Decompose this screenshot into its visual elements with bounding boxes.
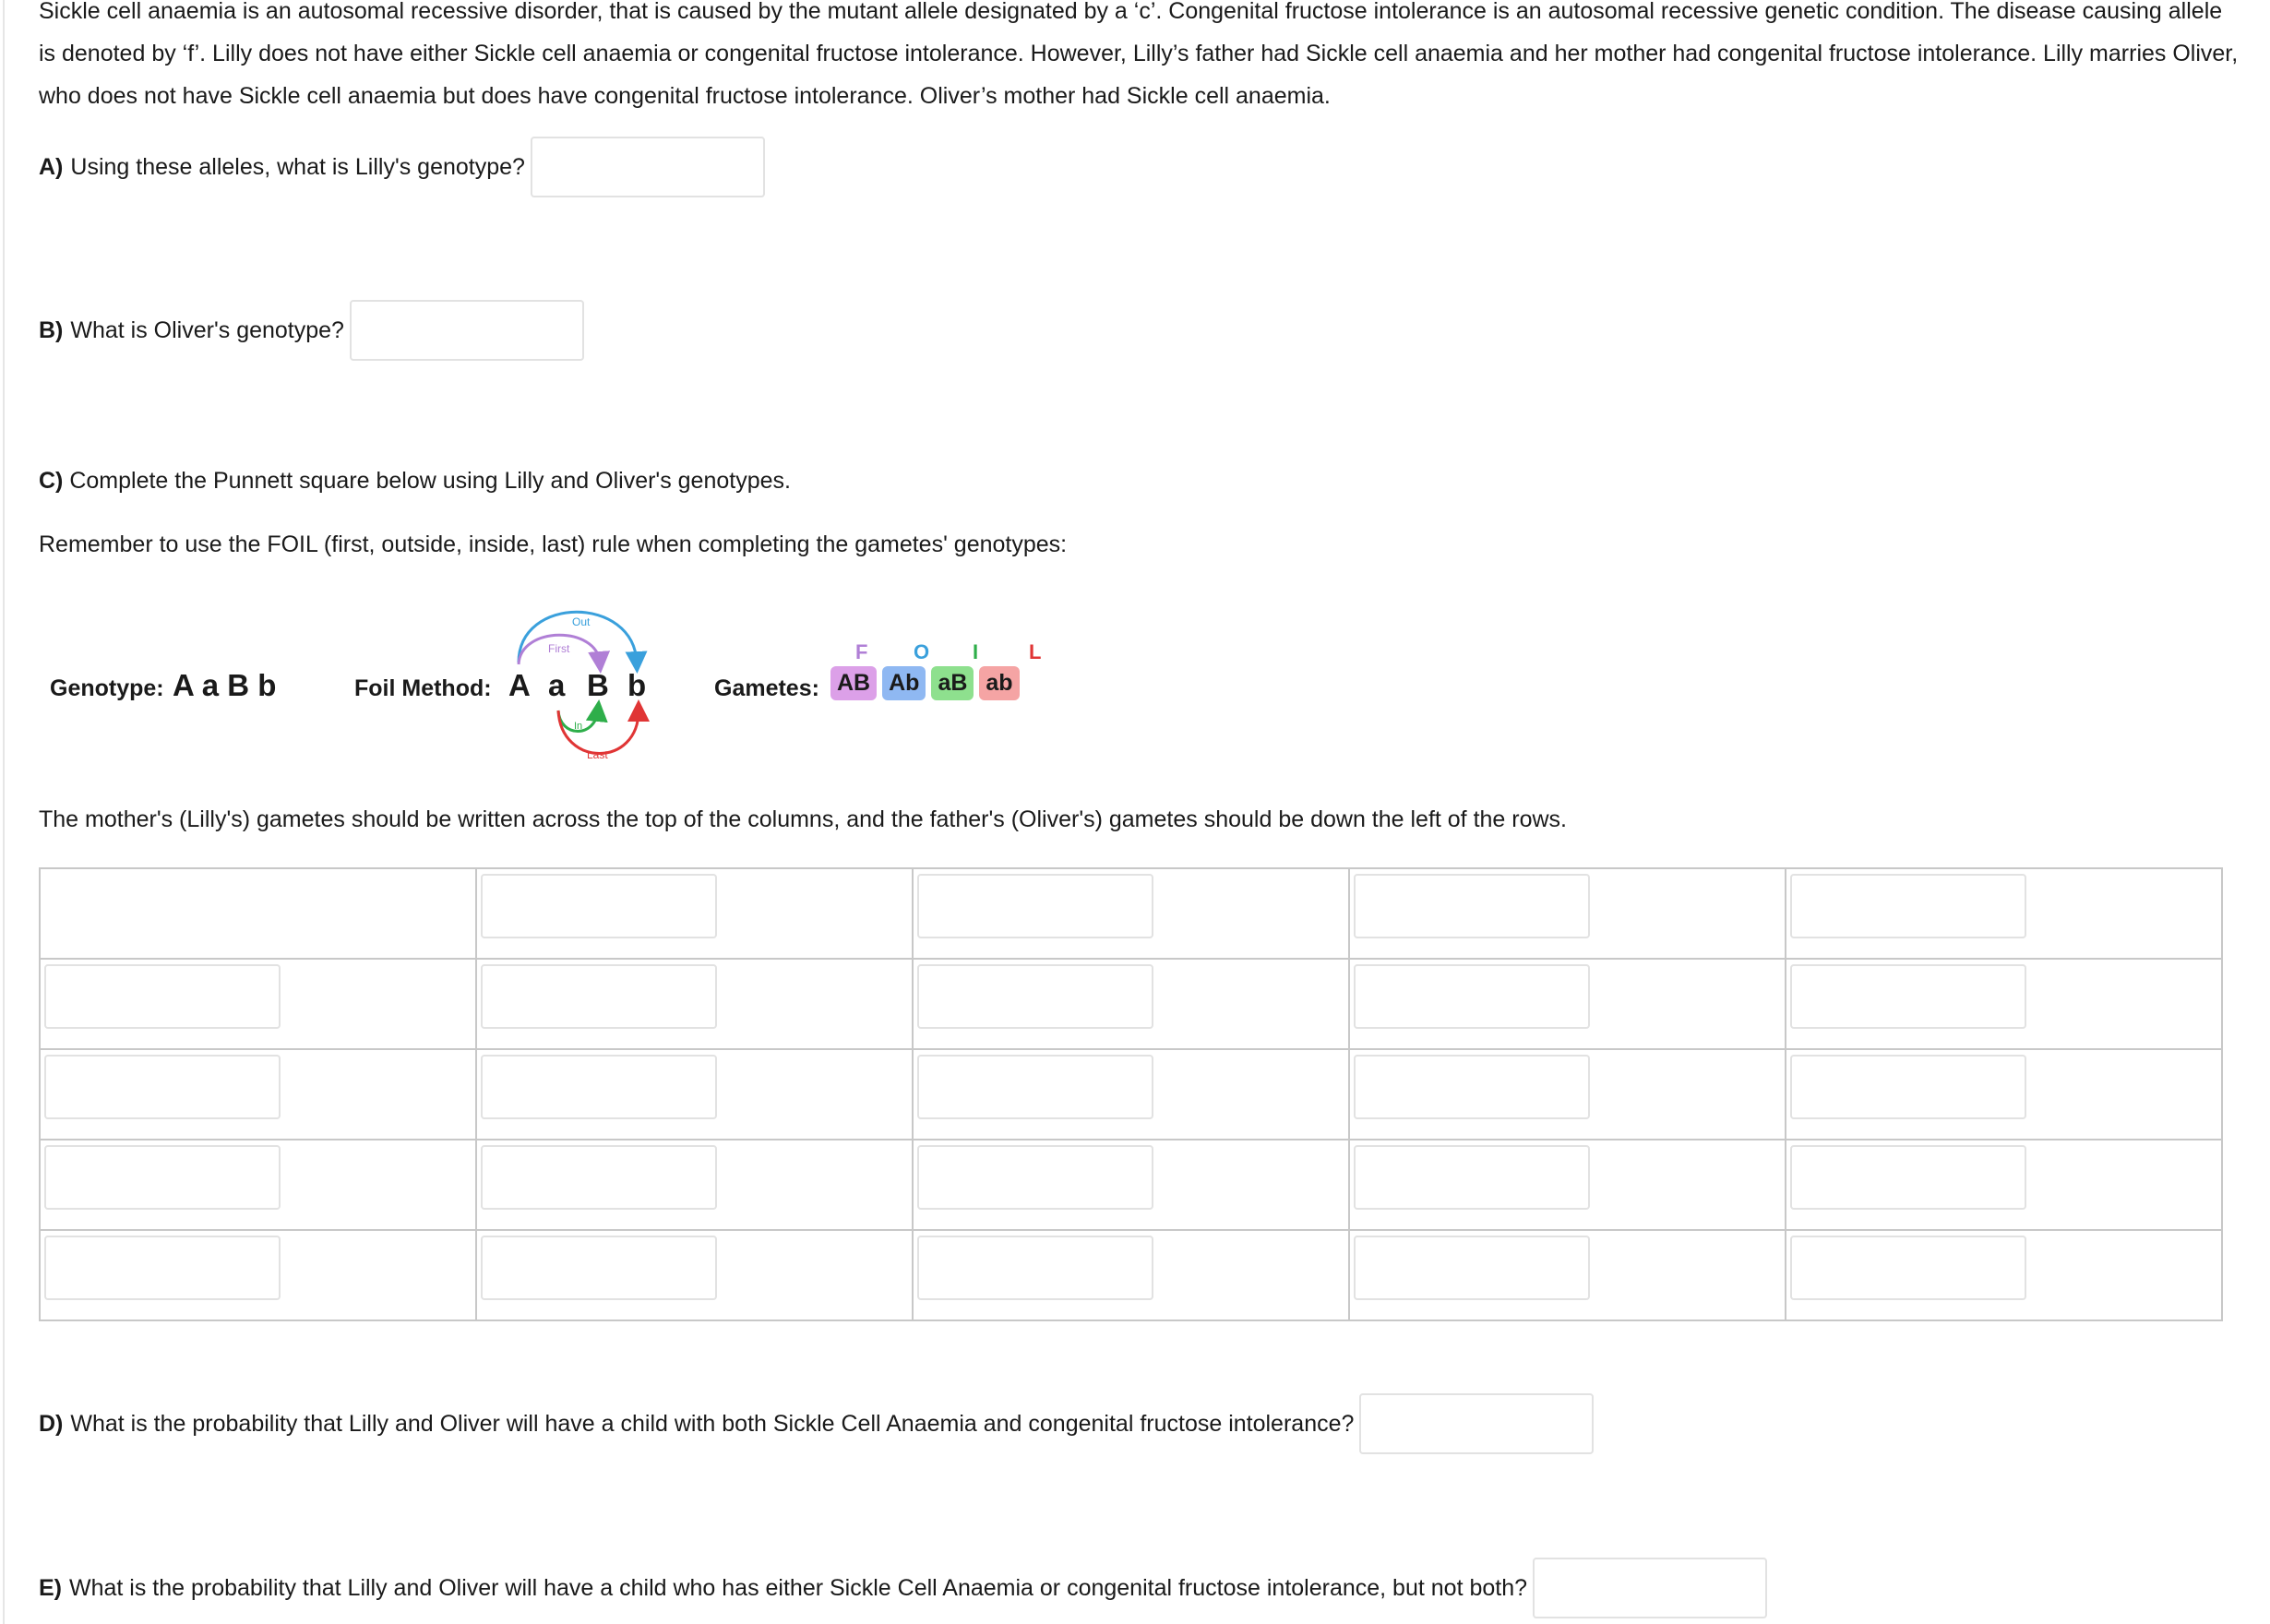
gamete-ab-lower-upper: aB (931, 666, 974, 700)
punnett-instruction: The mother's (Lilly's) gametes should be written across the top of the columns, and the father's (Oliver's) gametes should be down the left of the rows. (39, 806, 1568, 832)
offspring-input-3-3[interactable] (1354, 1145, 1590, 1210)
foil-reminder: Remember to use the FOIL (first, outside, inside, last) rule when completing the gametes' genotypes: (39, 531, 1068, 557)
punnett-row (40, 1230, 2222, 1320)
offspring-input-2-2[interactable] (917, 1055, 1153, 1119)
foil-header-i: I (973, 640, 979, 663)
question-c-letter: C) (39, 468, 64, 494)
offspring-input-4-3[interactable] (1354, 1236, 1590, 1300)
punnett-cell (1786, 1049, 2222, 1140)
question-c-text: Complete the Punnett square below using Lilly and Oliver's genotypes. (69, 468, 791, 494)
arc-last-label: Last (587, 748, 608, 761)
punnett-cell (913, 1230, 1349, 1320)
question-e (39, 1558, 1767, 1618)
offspring-input-3-2[interactable] (917, 1145, 1153, 1210)
punnett-cell (1349, 1049, 1786, 1140)
foil-letter-4: b (627, 668, 647, 702)
question-b-text: What is Oliver's genotype? (70, 316, 344, 343)
both-probability-input[interactable] (1359, 1393, 1594, 1454)
foil-letter-3: B (587, 668, 609, 702)
question-a-letter: A) (39, 153, 64, 180)
foil-diagram (39, 591, 1146, 775)
gamete-ab-lower: ab (979, 666, 1019, 700)
gametes-label: Gametes: (714, 675, 819, 701)
question-b (39, 300, 584, 361)
punnett-row-header (40, 868, 2222, 959)
question-b-letter: B) (39, 316, 64, 343)
offspring-input-4-4[interactable] (1790, 1236, 2026, 1300)
offspring-input-2-1[interactable] (481, 1055, 717, 1119)
offspring-input-3-1[interactable] (481, 1145, 717, 1210)
either-probability-input[interactable] (1533, 1558, 1767, 1618)
punnett-row (40, 959, 2222, 1049)
question-c (39, 468, 791, 495)
punnett-row-header-cell (40, 1230, 476, 1320)
question-d-text: What is the probability that Lilly and Oliver will have a child with both Sickle Cell Anaemia and congenital fructose intolerance? (70, 1410, 1355, 1437)
punnett-col-header (1349, 868, 1786, 959)
genotype-label: Genotype: (50, 675, 164, 701)
punnett-row-header-cell (40, 1140, 476, 1230)
gametes-list (830, 666, 1020, 700)
offspring-input-3-4[interactable] (1790, 1145, 2026, 1210)
punnett-corner-cell (40, 868, 476, 959)
genotype-value: A a B b (173, 668, 277, 702)
gamete-ab-mixed: Ab (882, 666, 926, 700)
offspring-input-4-1[interactable] (481, 1236, 717, 1300)
punnett-cell (913, 1049, 1349, 1140)
mother-gamete-input-3[interactable] (1354, 874, 1590, 938)
arc-out-label: Out (572, 615, 591, 628)
arc-in-label: In (574, 721, 583, 732)
offspring-input-1-4[interactable] (1790, 964, 2026, 1029)
foil-header-f: F (855, 640, 868, 663)
question-d-letter: D) (39, 1410, 64, 1437)
father-gamete-input-1[interactable] (44, 964, 281, 1029)
foil-method-label: Foil Method: (354, 675, 492, 701)
offspring-input-2-3[interactable] (1354, 1055, 1590, 1119)
foil-letter-2: a (548, 668, 566, 702)
foil-header-l: L (1029, 640, 1042, 663)
punnett-square (39, 867, 2223, 1321)
punnett-row (40, 1049, 2222, 1140)
question-intro: Sickle cell anaemia is an autosomal recessive disorder, that is caused by the mutant allele designated by a ‘c’. Congenital fructose intolerance is an autosomal recessive genetic condition. The disease causing allele is denoted by ‘f’. Lilly does not have either Sickle cell anaemia or congenital fructose intolerance. However, Lilly’s father had Sickle cell anaemia and her mother had congenital fructose intolerance. Lilly marries Oliver, who does not have Sickle cell anaemia but does have congenital fructose intolerance. Oliver’s mother had Sickle cell anaemia. (39, 0, 2239, 109)
offspring-input-4-2[interactable] (917, 1236, 1153, 1300)
mother-gamete-input-1[interactable] (481, 874, 717, 938)
punnett-row-header-cell (40, 1049, 476, 1140)
punnett-cell (476, 959, 913, 1049)
mother-gamete-input-2[interactable] (917, 874, 1153, 938)
offspring-input-2-4[interactable] (1790, 1055, 2026, 1119)
mother-gamete-input-4[interactable] (1790, 874, 2026, 938)
father-gamete-input-4[interactable] (44, 1236, 281, 1300)
page-left-border (3, 0, 5, 1624)
punnett-cell (1349, 959, 1786, 1049)
punnett-cell (476, 1049, 913, 1140)
foil-letter-1: A (508, 668, 531, 702)
question-d (39, 1393, 1594, 1454)
punnett-cell (476, 1230, 913, 1320)
punnett-cell (1349, 1230, 1786, 1320)
oliver-genotype-input[interactable] (350, 300, 584, 361)
punnett-row-header-cell (40, 959, 476, 1049)
offspring-input-1-1[interactable] (481, 964, 717, 1029)
question-a (39, 137, 765, 197)
question-e-letter: E) (39, 1574, 62, 1601)
punnett-col-header (476, 868, 913, 959)
punnett-row (40, 1140, 2222, 1230)
punnett-cell (1786, 959, 2222, 1049)
question-e-text: What is the probability that Lilly and Oliver will have a child who has either Sickle Cell Anaemia or congenital fructose intolerance, but not both? (69, 1574, 1528, 1601)
punnett-cell (913, 959, 1349, 1049)
punnett-cell (1786, 1230, 2222, 1320)
father-gamete-input-3[interactable] (44, 1145, 281, 1210)
punnett-cell (913, 1140, 1349, 1230)
punnett-cell (1349, 1140, 1786, 1230)
offspring-input-1-2[interactable] (917, 964, 1153, 1029)
offspring-input-1-3[interactable] (1354, 964, 1590, 1029)
punnett-cell (1786, 1140, 2222, 1230)
father-gamete-input-2[interactable] (44, 1055, 281, 1119)
arc-last (558, 710, 639, 754)
gamete-ab-upper: AB (830, 666, 877, 700)
punnett-cell (476, 1140, 913, 1230)
arc-first-label: First (548, 642, 570, 655)
punnett-col-header (913, 868, 1349, 959)
question-a-text: Using these alleles, what is Lilly's genotype? (70, 153, 525, 180)
punnett-col-header (1786, 868, 2222, 959)
foil-header-o: O (914, 640, 930, 663)
lilly-genotype-input[interactable] (531, 137, 765, 197)
